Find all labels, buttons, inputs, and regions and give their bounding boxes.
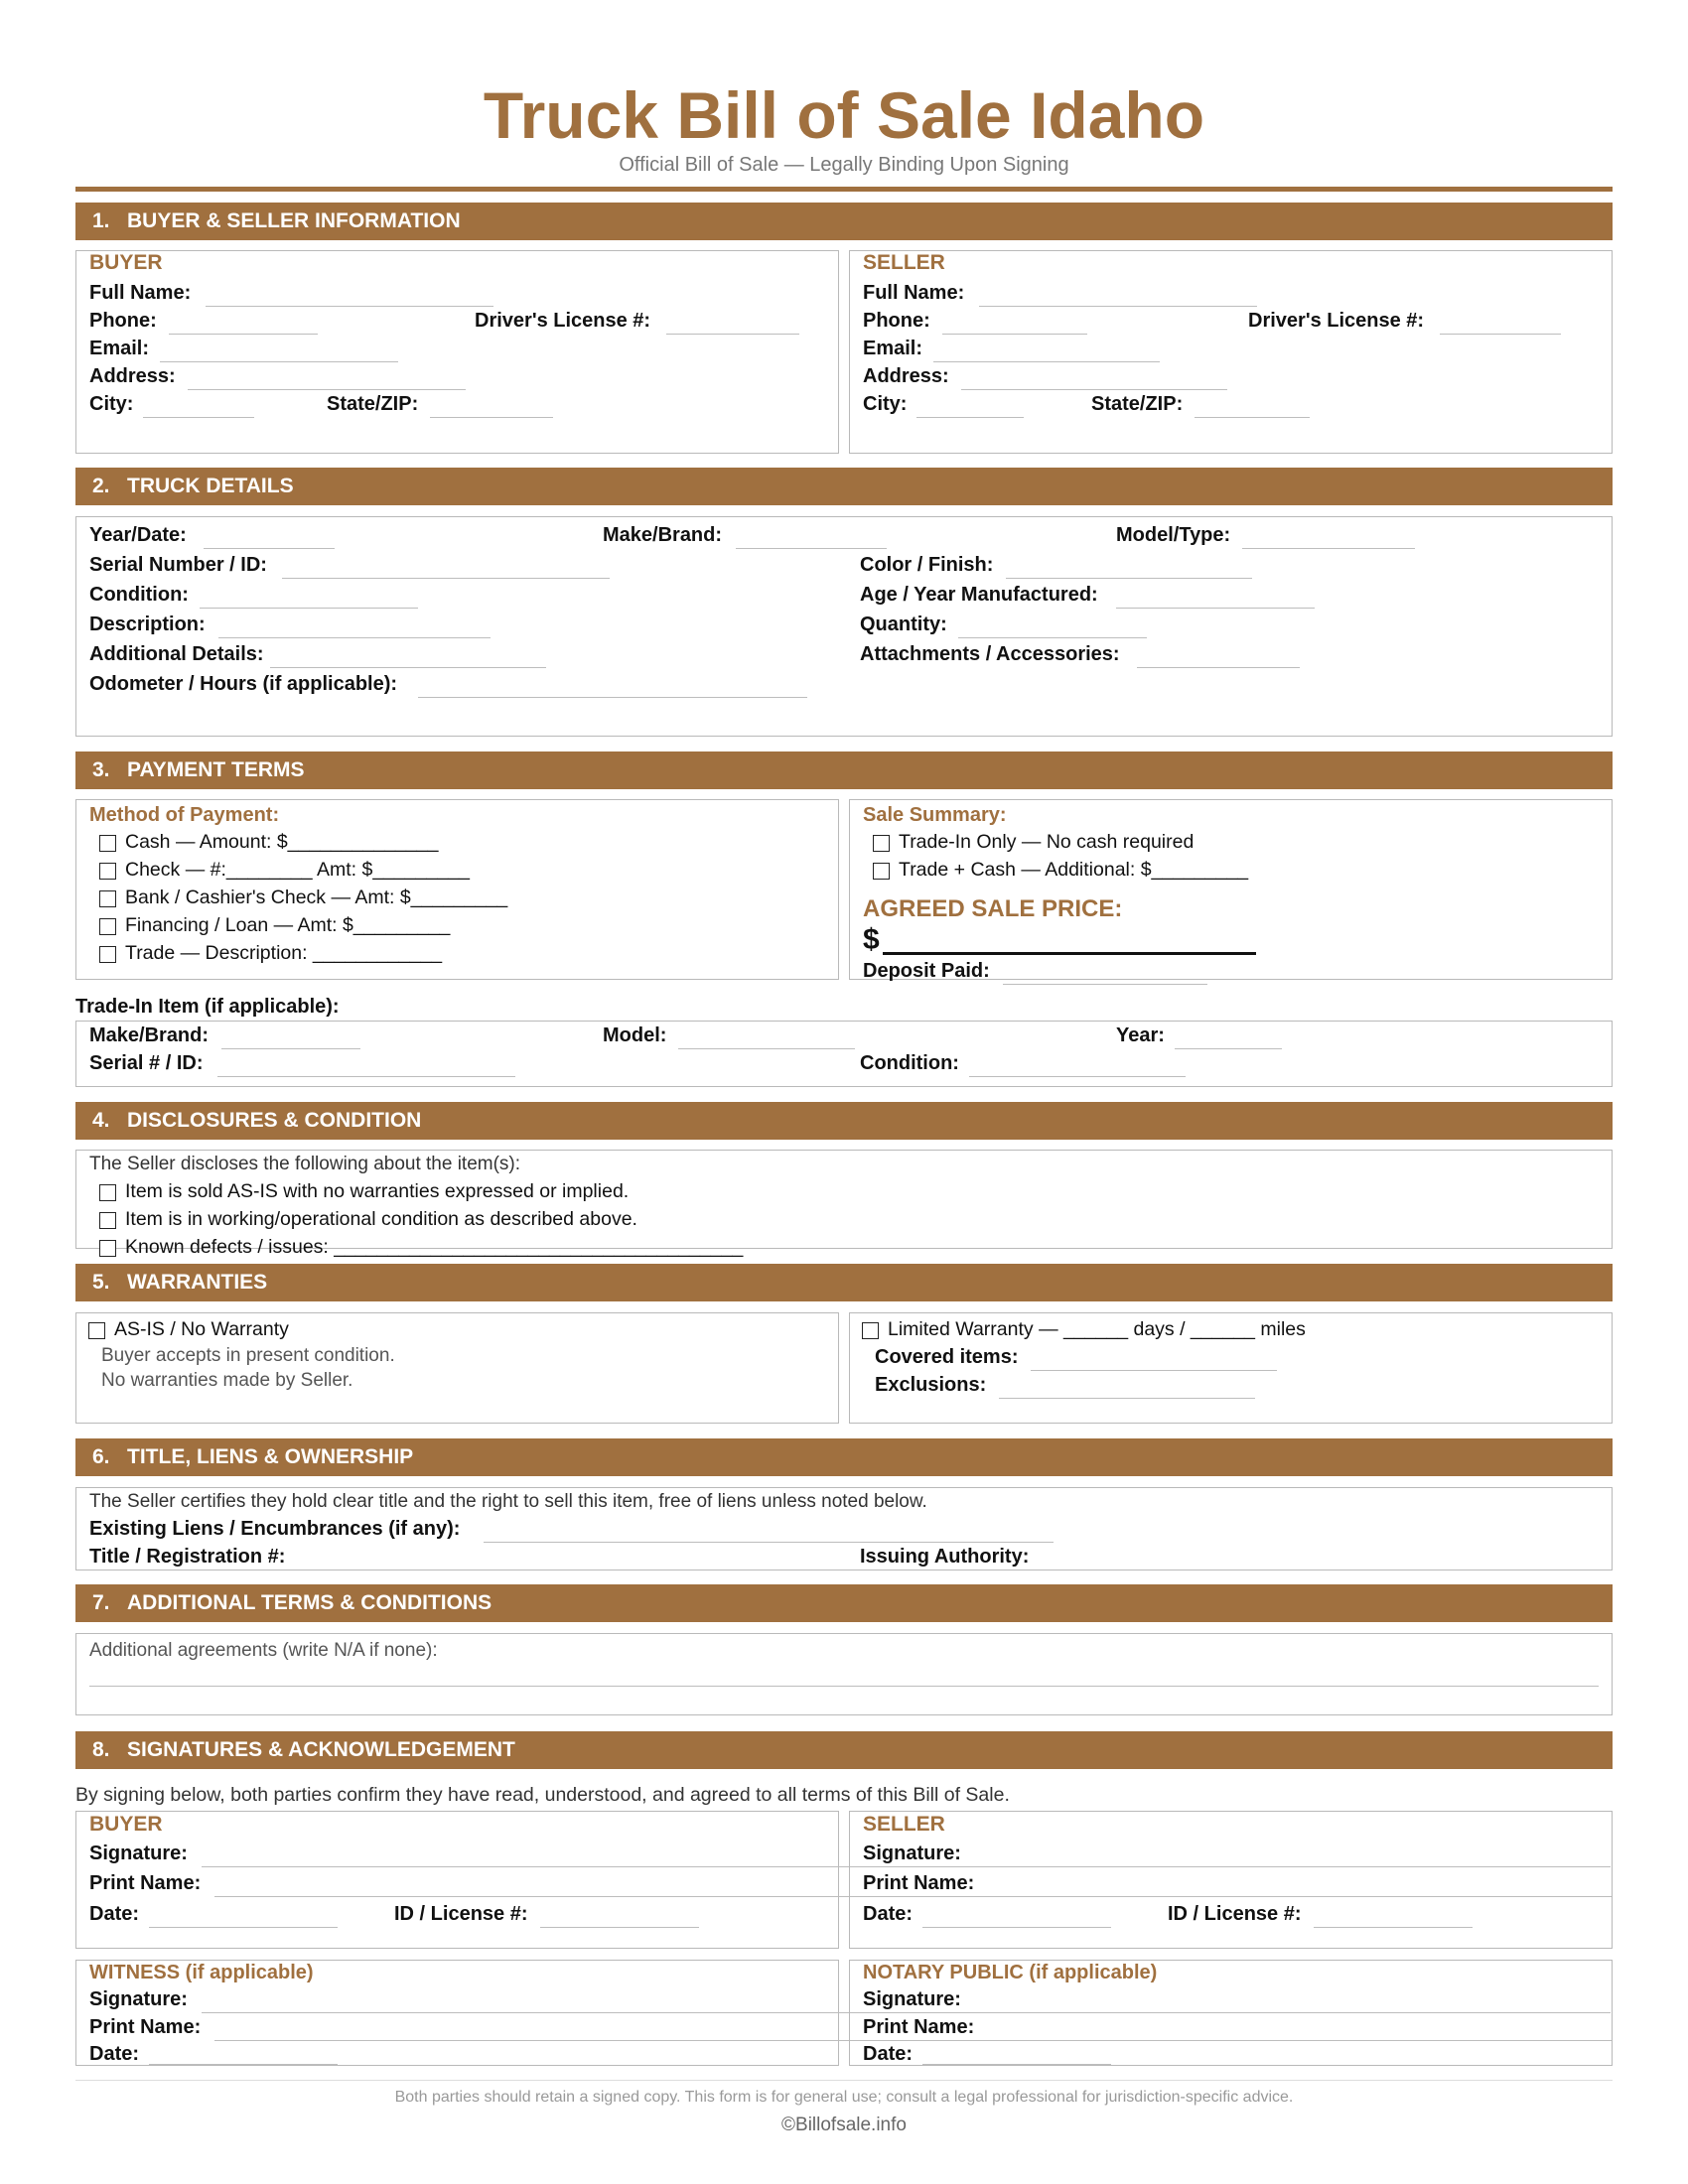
witness-date-label: Date:: [89, 2043, 140, 2065]
asis-warranty-note-2: No warranties made by Seller.: [101, 1370, 353, 1391]
tradein-serial-field[interactable]: [217, 1076, 515, 1077]
agreed-price-dollar-sign: $: [863, 923, 880, 956]
truck-description-field[interactable]: [218, 637, 491, 638]
section-header-signatures: 8. SIGNATURES & ACKNOWLEDGEMENT: [75, 1731, 1613, 1769]
agreed-price-field[interactable]: [883, 952, 1256, 955]
buyer-signature-box: [75, 1811, 839, 1949]
section-header-payment: 3. PAYMENT TERMS: [75, 751, 1613, 789]
truck-serial-label: Serial Number / ID:: [89, 554, 267, 576]
tradein-condition-label: Condition:: [860, 1052, 959, 1074]
truck-odometer-field[interactable]: [418, 697, 807, 698]
tradein-year-field[interactable]: [1175, 1048, 1282, 1049]
asis-warranty-label: AS-IS / No Warranty: [114, 1318, 289, 1340]
truck-description-label: Description:: [89, 614, 206, 635]
bank-check-checkbox[interactable]: [99, 890, 116, 907]
asis-disclosure-label: Item is sold AS-IS with no warranties expressed or implied.: [125, 1180, 630, 1202]
trade-only-label: Trade-In Only — No cash required: [899, 831, 1195, 853]
asis-disclosure-checkbox[interactable]: [99, 1184, 116, 1201]
seller-full-name-label: Full Name:: [863, 282, 965, 304]
trade-cash-label: Trade + Cash — Additional: $_________: [899, 859, 1249, 881]
truck-color-label: Color / Finish:: [860, 554, 994, 576]
exclusions-label: Exclusions:: [875, 1374, 987, 1396]
buyer-state-zip-label: State/ZIP:: [327, 393, 419, 415]
sale-summary-heading: Sale Summary:: [863, 804, 1007, 826]
limited-warranty-box: [849, 1312, 1613, 1424]
seller-full-name-field[interactable]: [979, 306, 1257, 307]
seller-signature-field[interactable]: [975, 1866, 1611, 1867]
agreed-price-heading: AGREED SALE PRICE:: [863, 895, 1123, 922]
buyer-phone-label: Phone:: [89, 310, 157, 332]
additional-terms-field[interactable]: [89, 1686, 1599, 1687]
buyer-city-label: City:: [89, 393, 134, 415]
section-header-warranties: 5. WARRANTIES: [75, 1264, 1613, 1301]
truck-color-field[interactable]: [1006, 578, 1252, 579]
truck-details-box: [75, 516, 1613, 737]
covered-items-label: Covered items:: [875, 1346, 1019, 1368]
cash-checkbox[interactable]: [99, 835, 116, 852]
truck-make-label: Make/Brand:: [603, 524, 723, 546]
check-option-label: Check — #:________ Amt: $_________: [125, 859, 470, 881]
buyer-phone-field[interactable]: [169, 334, 318, 335]
seller-license-label: Driver's License #:: [1248, 310, 1425, 332]
tradein-year-label: Year:: [1116, 1024, 1165, 1046]
tradein-model-field[interactable]: [678, 1048, 855, 1049]
truck-year-field[interactable]: [204, 548, 335, 549]
seller-signature-label: Signature:: [863, 1843, 961, 1864]
financing-option-label: Financing / Loan — Amt: $_________: [125, 914, 451, 936]
buyer-signature-heading: BUYER: [89, 1813, 163, 1836]
seller-id-license-label: ID / License #:: [1168, 1903, 1302, 1925]
truck-odometer-label: Odometer / Hours (if applicable):: [89, 673, 398, 695]
seller-state-zip-label: State/ZIP:: [1091, 393, 1184, 415]
buyer-full-name-label: Full Name:: [89, 282, 192, 304]
title-certification-text: The Seller certifies they hold clear title and the right to sell this item, free of liens unless noted below.: [89, 1491, 927, 1512]
trade-cash-checkbox[interactable]: [873, 863, 890, 880]
seller-address-label: Address:: [863, 365, 949, 387]
deposit-paid-label: Deposit Paid:: [863, 960, 990, 982]
section-header-title-liens: 6. TITLE, LIENS & OWNERSHIP: [75, 1438, 1613, 1476]
tradein-serial-label: Serial # / ID:: [89, 1052, 204, 1074]
seller-phone-label: Phone:: [863, 310, 930, 332]
limited-warranty-checkbox[interactable]: [862, 1322, 879, 1339]
defects-disclosure-checkbox[interactable]: [99, 1240, 116, 1257]
truck-quantity-label: Quantity:: [860, 614, 947, 635]
truck-serial-field[interactable]: [282, 578, 610, 579]
buyer-license-field[interactable]: [666, 334, 799, 335]
truck-condition-label: Condition:: [89, 584, 189, 606]
seller-state-zip-field[interactable]: [1195, 417, 1310, 418]
existing-liens-label: Existing Liens / Encumbrances (if any):: [89, 1518, 461, 1540]
seller-id-license-field[interactable]: [1314, 1927, 1473, 1928]
tradein-heading: Trade-In Item (if applicable):: [75, 996, 340, 1018]
buyer-license-label: Driver's License #:: [475, 310, 651, 332]
bill-of-sale-form: [75, 0, 1613, 2135]
tradein-condition-field[interactable]: [969, 1076, 1186, 1077]
covered-items-field[interactable]: [1031, 1370, 1277, 1371]
seller-date-label: Date:: [863, 1903, 914, 1925]
buyer-heading: BUYER: [89, 251, 163, 274]
asis-warranty-box: [75, 1312, 839, 1424]
seller-license-field[interactable]: [1440, 334, 1561, 335]
trade-checkbox[interactable]: [99, 946, 116, 963]
buyer-email-label: Email:: [89, 338, 150, 359]
working-disclosure-checkbox[interactable]: [99, 1212, 116, 1229]
buyer-full-name-field[interactable]: [206, 306, 493, 307]
exclusions-field[interactable]: [999, 1398, 1255, 1399]
footer-divider: [75, 2080, 1613, 2081]
document-subtitle: Official Bill of Sale — Legally Binding Upon Signing: [619, 154, 1069, 176]
asis-warranty-note-1: Buyer accepts in present condition.: [101, 1345, 395, 1366]
buyer-address-label: Address:: [89, 365, 176, 387]
defects-disclosure-label: Known defects / issues: ______________________________________: [125, 1236, 744, 1258]
buyer-city-field[interactable]: [143, 417, 254, 418]
additional-terms-prompt: Additional agreements (write N/A if none):: [89, 1640, 438, 1661]
title-liens-box: [75, 1487, 1613, 1570]
disclosures-intro: The Seller discloses the following about the item(s):: [89, 1154, 521, 1174]
witness-date-field[interactable]: [149, 2064, 338, 2065]
section-header-truck-details: 2. TRUCK DETAILS: [75, 468, 1613, 505]
section-header-additional-terms: 7. ADDITIONAL TERMS & CONDITIONS: [75, 1584, 1613, 1622]
seller-heading: SELLER: [863, 251, 945, 274]
buyer-info-box: [75, 250, 839, 454]
issuing-authority-label: Issuing Authority:: [860, 1546, 1030, 1568]
notary-date-field[interactable]: [922, 2064, 1111, 2065]
buyer-id-license-field[interactable]: [540, 1927, 699, 1928]
seller-signature-box: [849, 1811, 1613, 1949]
payment-method-box: [75, 799, 839, 980]
bank-check-option-label: Bank / Cashier's Check — Amt: $_________: [125, 887, 508, 908]
seller-print-name-label: Print Name:: [863, 1872, 975, 1894]
tradein-make-label: Make/Brand:: [89, 1024, 210, 1046]
truck-model-field[interactable]: [1242, 548, 1415, 549]
buyer-id-license-label: ID / License #:: [394, 1903, 528, 1925]
witness-box: [75, 1960, 839, 2066]
seller-date-field[interactable]: [922, 1927, 1111, 1928]
notary-box: [849, 1960, 1613, 2066]
truck-attachments-label: Attachments / Accessories:: [860, 643, 1120, 665]
truck-attachments-field[interactable]: [1137, 667, 1300, 668]
tradein-model-label: Model:: [603, 1024, 667, 1046]
seller-info-box: [849, 250, 1613, 454]
trade-only-checkbox[interactable]: [873, 835, 890, 852]
buyer-print-name-label: Print Name:: [89, 1872, 202, 1894]
section-header-buyer-seller: 1. BUYER & SELLER INFORMATION: [75, 203, 1613, 240]
footer-copyright: ©Billofsale.info: [781, 2115, 907, 2135]
disclosures-box: [75, 1150, 1613, 1258]
deposit-paid-field[interactable]: [1003, 984, 1207, 985]
buyer-state-zip-field[interactable]: [430, 417, 553, 418]
trade-option-label: Trade — Description: ____________: [125, 942, 443, 964]
section-header-disclosures: 4. DISCLOSURES & CONDITION: [75, 1102, 1613, 1140]
document-title: Truck Bill of Sale Idaho: [483, 78, 1205, 152]
asis-warranty-checkbox[interactable]: [88, 1322, 105, 1339]
buyer-date-field[interactable]: [149, 1927, 338, 1928]
title-registration-label: Title / Registration #:: [89, 1546, 286, 1568]
seller-city-field[interactable]: [916, 417, 1024, 418]
buyer-email-field[interactable]: [160, 361, 398, 362]
signatures-intro: By signing below, both parties confirm they have read, understood, and agreed to all terms of this Bill of Sale.: [75, 1784, 1010, 1806]
cash-option-label: Cash — Amount: $______________: [125, 831, 439, 853]
truck-quantity-field[interactable]: [958, 637, 1147, 638]
witness-heading: WITNESS (if applicable): [89, 1962, 314, 1983]
truck-additional-label: Additional Details:: [89, 643, 264, 665]
check-checkbox[interactable]: [99, 863, 116, 880]
seller-city-label: City:: [863, 393, 908, 415]
notary-signature-field[interactable]: [975, 2012, 1611, 2013]
truck-additional-field[interactable]: [270, 667, 546, 668]
truck-condition-field[interactable]: [200, 608, 418, 609]
notary-signature-label: Signature:: [863, 1988, 961, 2010]
notary-print-name-field[interactable]: [988, 2040, 1612, 2041]
notary-print-name-label: Print Name:: [863, 2016, 975, 2038]
notary-heading: NOTARY PUBLIC (if applicable): [863, 1962, 1158, 1983]
witness-signature-label: Signature:: [89, 1988, 188, 2010]
payment-method-heading: Method of Payment:: [89, 804, 280, 826]
financing-checkbox[interactable]: [99, 918, 116, 935]
limited-warranty-label: Limited Warranty — ______ days / ______ miles: [888, 1318, 1306, 1340]
tradein-make-field[interactable]: [221, 1048, 360, 1049]
seller-email-label: Email:: [863, 338, 923, 359]
footer-note: Both parties should retain a signed copy. This form is for general use; consult a legal professional for jurisdiction-specific advice.: [394, 2089, 1294, 2106]
sale-summary-box: [849, 799, 1613, 980]
working-disclosure-label: Item is in working/operational condition as described above.: [125, 1208, 637, 1230]
title-rule: [75, 187, 1613, 192]
tradein-box: [75, 1021, 1613, 1087]
seller-signature-heading: SELLER: [863, 1813, 945, 1836]
truck-make-field[interactable]: [736, 548, 887, 549]
buyer-date-label: Date:: [89, 1903, 140, 1925]
truck-model-label: Model/Type:: [1116, 524, 1231, 546]
truck-year-label: Year/Date:: [89, 524, 187, 546]
seller-print-name-field[interactable]: [988, 1896, 1612, 1897]
existing-liens-field[interactable]: [484, 1542, 1054, 1543]
witness-print-name-label: Print Name:: [89, 2016, 202, 2038]
buyer-address-field[interactable]: [188, 389, 466, 390]
truck-age-field[interactable]: [1116, 608, 1315, 609]
notary-date-label: Date:: [863, 2043, 914, 2065]
seller-phone-field[interactable]: [942, 334, 1087, 335]
seller-email-field[interactable]: [933, 361, 1160, 362]
truck-age-label: Age / Year Manufactured:: [860, 584, 1098, 606]
seller-address-field[interactable]: [961, 389, 1227, 390]
additional-terms-box: [75, 1633, 1613, 1715]
buyer-signature-label: Signature:: [89, 1843, 188, 1864]
